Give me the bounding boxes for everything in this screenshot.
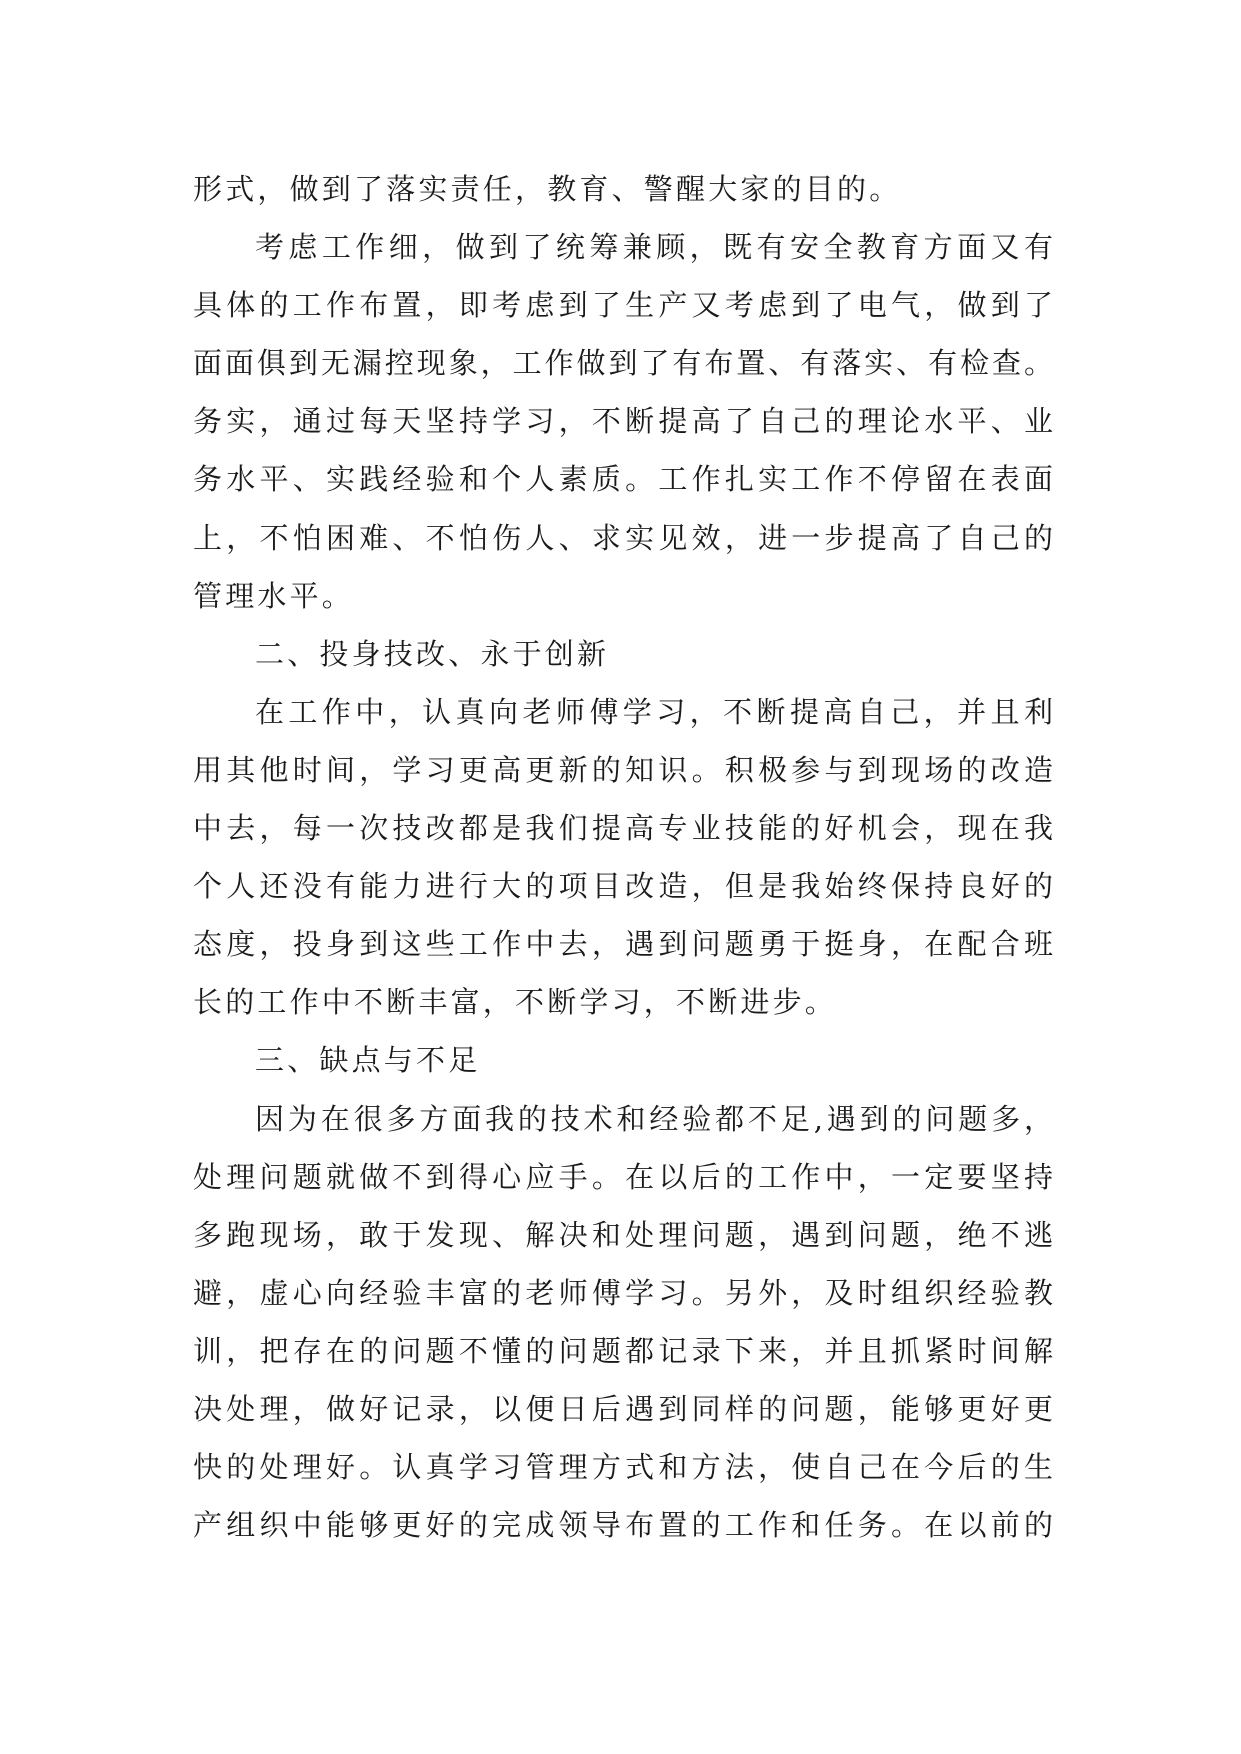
text-line: 避，虚心向经验丰富的老师傅学习。另外，及时组织经验教 — [193, 1275, 1053, 1310]
text-line: 面面俱到无漏控现象，工作做到了有布置、有落实、有检查。 — [193, 346, 1053, 381]
text-line: 形式，做到了落实责任，教育、警醒大家的目的。 — [193, 172, 902, 206]
text-line: 快的处理好。认真学习管理方式和方法，使自己在今后的生 — [193, 1450, 1053, 1485]
text-line: 务实，通过每天坚持学习，不断提高了自己的理论水平、业 — [193, 404, 1053, 439]
text-line: 中去，每一次技改都是我们提高专业技能的好机会，现在我 — [193, 811, 1053, 846]
text-line: 上，不怕困难、不怕伤人、求实见效，进一步提高了自己的 — [193, 520, 1053, 555]
text-line: 在工作中，认真向老师傅学习，不断提高自己，并且利 — [255, 694, 1053, 729]
text-line: 多跑现场，敢于发现、解决和处理问题，遇到问题，绝不逃 — [193, 1217, 1053, 1252]
text-line: 用其他时间，学习更高更新的知识。积极参与到现场的改造 — [193, 752, 1053, 787]
text-line: 长的工作中不断丰富，不断学习，不断进步。 — [193, 985, 838, 1020]
text-line: 考虑工作细，做到了统筹兼顾，既有安全教育方面又有 — [255, 230, 1053, 265]
text-line: 二、投身技改、永于创新 — [255, 636, 610, 671]
text-line: 因为在很多方面我的技术和经验都不足,遇到的问题多， — [255, 1101, 1053, 1136]
text-line: 产组织中能够更好的完成领导布置的工作和任务。在以前的 — [193, 1508, 1053, 1543]
text-line: 具体的工作布置，即考虑到了生产又考虑到了电气，做到了 — [193, 288, 1053, 323]
text-line: 务水平、实践经验和个人素质。工作扎实工作不停留在表面 — [193, 462, 1053, 497]
text-line: 态度，投身到这些工作中去，遇到问题勇于挺身，在配合班 — [193, 927, 1053, 962]
text-line: 处理问题就做不到得心应手。在以后的工作中，一定要坚持 — [193, 1159, 1053, 1194]
text-line: 三、缺点与不足 — [255, 1043, 481, 1078]
text-line: 训，把存在的问题不懂的问题都记录下来，并且抓紧时间解 — [193, 1333, 1053, 1368]
text-line: 决处理，做好记录，以便日后遇到同样的问题，能够更好更 — [193, 1391, 1053, 1426]
text-line: 管理水平。 — [193, 578, 355, 613]
text-line: 个人还没有能力进行大的项目改造，但是我始终保持良好的 — [193, 869, 1053, 904]
document-body — [193, 160, 1053, 1554]
